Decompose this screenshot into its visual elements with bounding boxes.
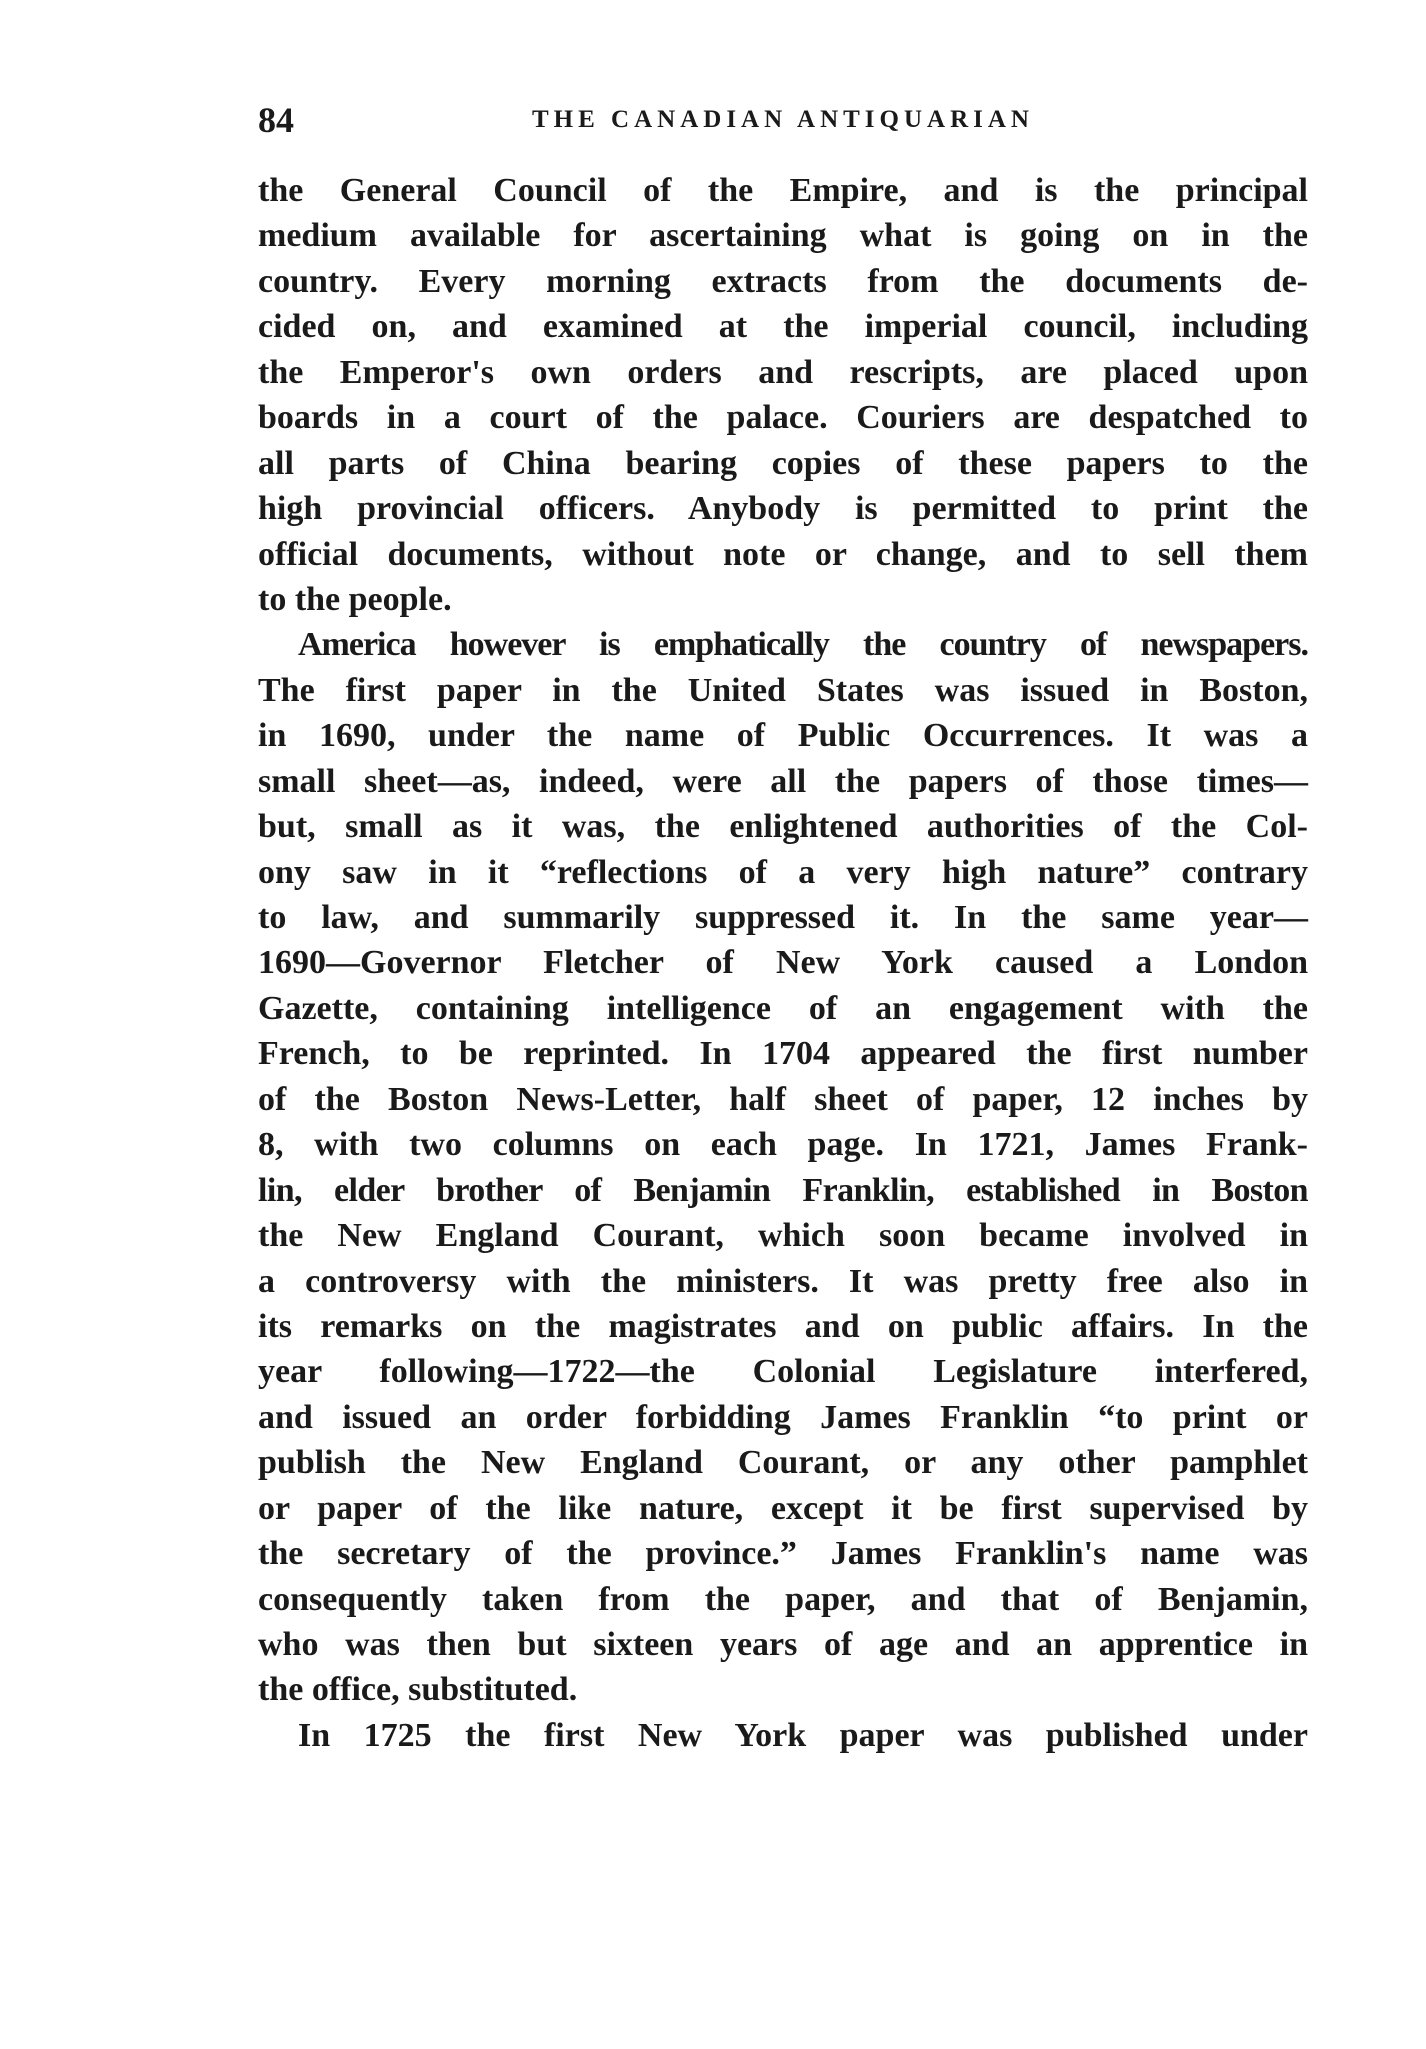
- text-line: but, small as it was, the enlightened authorities of the Col-: [258, 808, 1308, 846]
- text-line: In 1725 the first New York paper was published under: [298, 1716, 1308, 1754]
- running-head: [258, 100, 1308, 140]
- text-line: 1690—Governor Fletcher of New York caused a London: [258, 944, 1308, 982]
- text-line: the New England Courant, which soon became involved in: [258, 1217, 1308, 1255]
- text-line: America however is emphatically the country of newspapers.: [298, 626, 1308, 664]
- text-line: cided on, and examined at the imperial council, including: [258, 308, 1308, 346]
- text-line: Gazette, containing intelligence of an engagement with the: [258, 989, 1308, 1027]
- text-line: the office, substituted.: [258, 1671, 578, 1709]
- body-text: [258, 168, 1308, 1758]
- text-line: all parts of China bearing copies of these papers to the: [258, 444, 1308, 482]
- text-line: year following—1722—the Colonial Legislature interfered,: [258, 1353, 1308, 1391]
- text-line: high provincial officers. Anybody is permitted to print the: [258, 490, 1308, 528]
- text-line: in 1690, under the name of Public Occurrences. It was a: [258, 717, 1308, 755]
- text-line: 8, with two columns on each page. In 1721, James Frank-: [258, 1126, 1308, 1164]
- text-line: The first paper in the United States was issued in Boston,: [258, 671, 1308, 709]
- text-line: the secretary of the province.” James Franklin's name was: [258, 1535, 1308, 1573]
- text-line: to the people.: [258, 580, 452, 618]
- text-line: official documents, without note or change, and to sell them: [258, 535, 1308, 573]
- text-line: or paper of the like nature, except it be first supervised by: [258, 1489, 1308, 1527]
- text-line: small sheet—as, indeed, were all the papers of those times—: [258, 762, 1308, 800]
- text-line: publish the New England Courant, or any other pamphlet: [258, 1444, 1308, 1482]
- text-line: lin, elder brother of Benjamin Franklin, established in Boston: [258, 1171, 1308, 1209]
- text-line: who was then but sixteen years of age and an apprentice in: [258, 1626, 1308, 1663]
- text-line: medium available for ascertaining what is going on in the: [258, 217, 1308, 255]
- text-line: the General Council of the Empire, and is the principal: [258, 172, 1308, 209]
- text-line: a controversy with the ministers. It was pretty free also in: [258, 1262, 1308, 1300]
- page-number: 84: [258, 100, 294, 140]
- text-line: to law, and summarily suppressed it. In the same year—: [258, 899, 1308, 936]
- text-line: boards in a court of the palace. Couriers are despatched to: [258, 399, 1308, 437]
- text-line: country. Every morning extracts from the documents de-: [258, 262, 1308, 300]
- text-line: of the Boston News-Letter, half sheet of paper, 12 inches by: [258, 1080, 1308, 1118]
- text-line: French, to be reprinted. In 1704 appeared the first number: [258, 1035, 1308, 1073]
- text-line: its remarks on the magistrates and on public affairs. In the: [258, 1307, 1308, 1345]
- text-line: consequently taken from the paper, and that of Benjamin,: [258, 1580, 1308, 1618]
- text-line: the Emperor's own orders and rescripts, are placed upon: [258, 353, 1308, 391]
- journal-title: THE CANADIAN ANTIQUARIAN: [532, 106, 1034, 133]
- text-line: and issued an order forbidding James Franklin “to print or: [258, 1398, 1308, 1436]
- text-line: ony saw in it “reflections of a very high nature” contrary: [258, 853, 1308, 891]
